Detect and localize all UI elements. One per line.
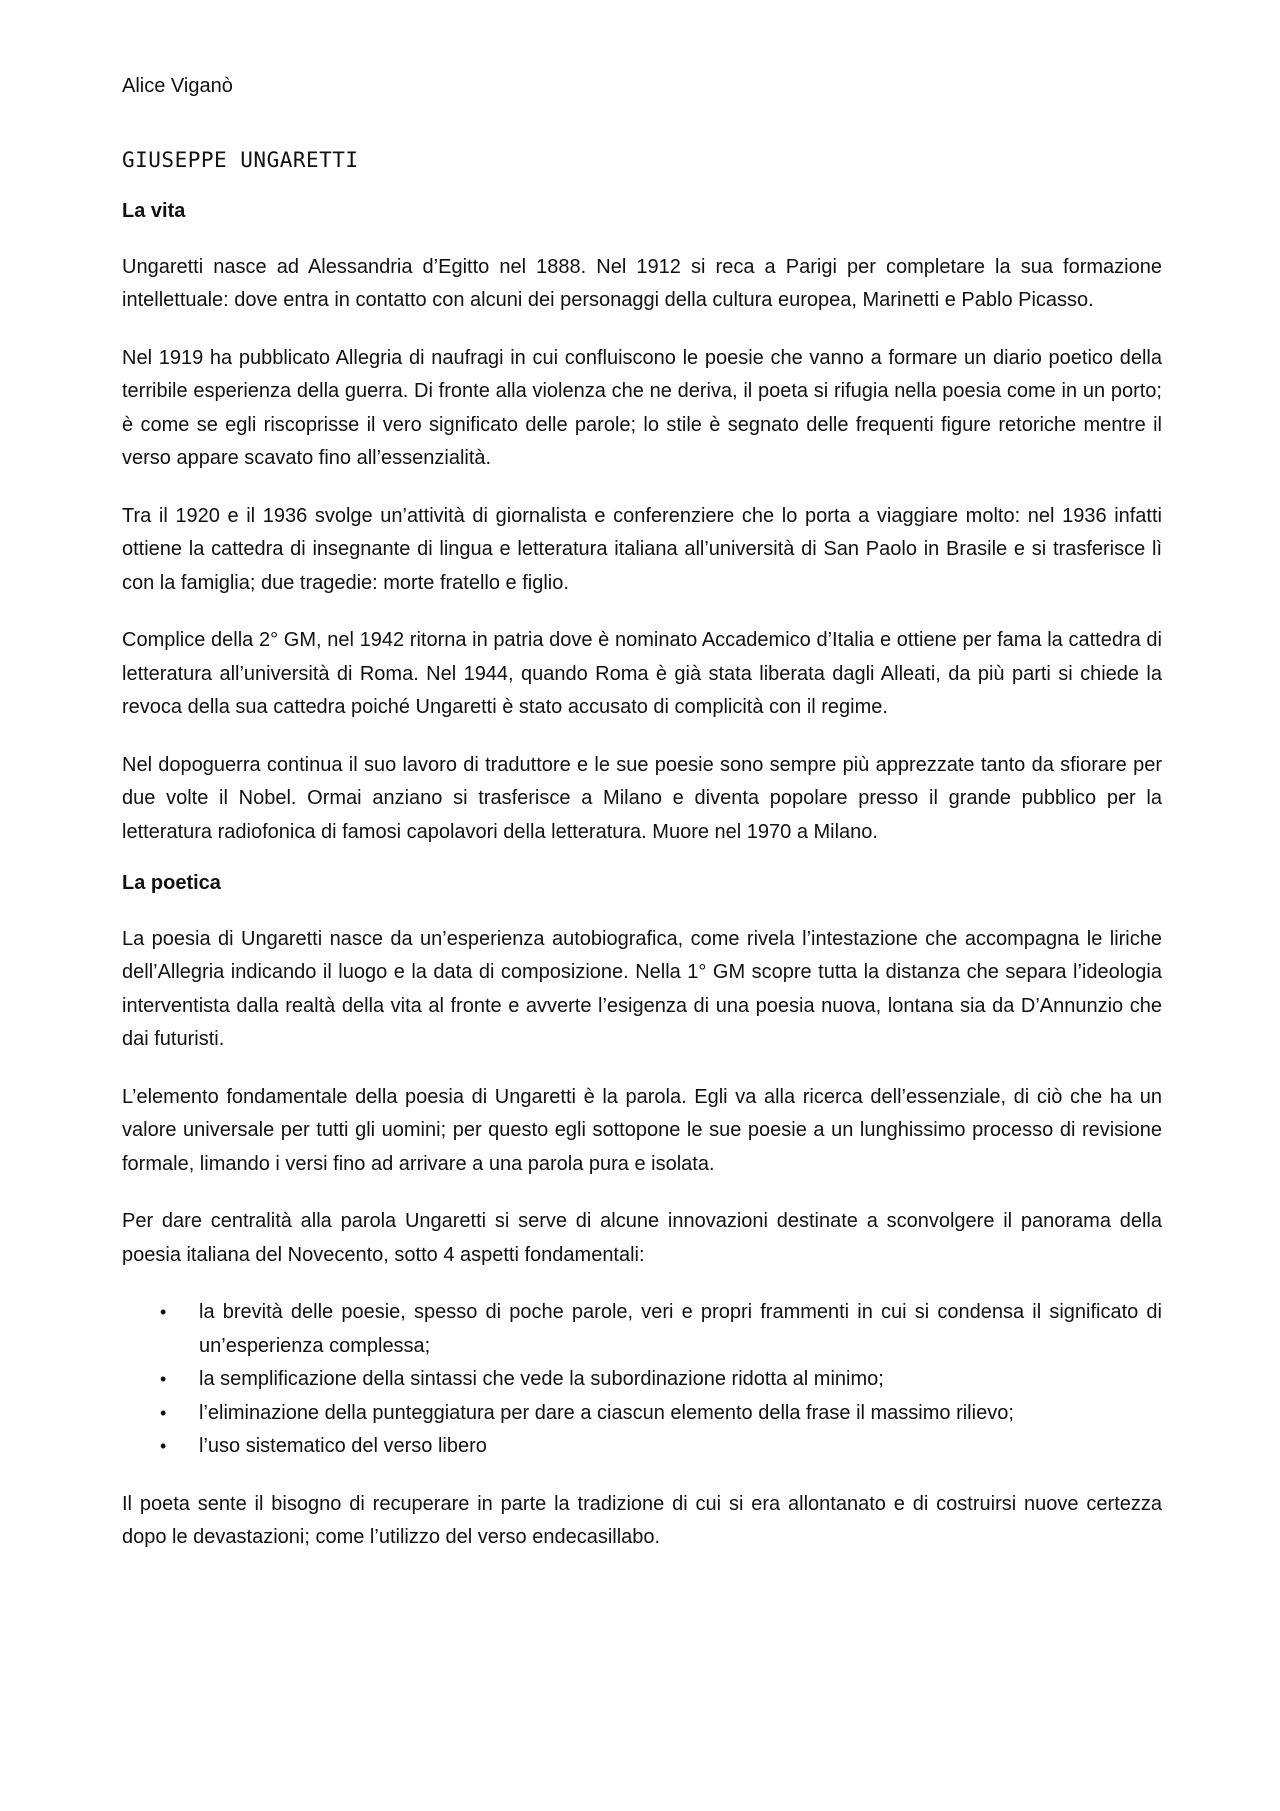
paragraph: La poesia di Ungaretti nasce da un’esperienza autobiografica, come rivela l’intestazione che accompagna le liriche dell’Allegria indicando il luogo e la data di composizione. Nella 1° GM scopre tutta la distanza che separa l’ideologia interventista dalla realtà della vita al fronte e avverte l’esigenza di una poesia nuova, lontana sia da D’Annunzio che dai futuristi. [122, 927, 1162, 1050]
section-heading-poetica: La poetica [122, 872, 221, 894]
list-item [122, 1363, 1162, 1397]
list-item [122, 1397, 1162, 1431]
list-item [122, 1430, 1162, 1464]
section-heading-vita: La vita [122, 200, 186, 222]
aspects-list [122, 1296, 1162, 1464]
paragraph: L’elemento fondamentale della poesia di Ungaretti è la parola. Egli va alla ricerca dell’essenziale, di ciò che ha un valore universale per tutti gli uomini; per questo egli sottopone le sue poesie a un lunghissimo processo di revisione formale, limando i versi fino ad arrivare a una parola pura e isolata. [122, 1085, 1162, 1175]
paragraph: Nel dopoguerra continua il suo lavoro di traduttore e le sue poesie sono sempre più apprezzate tanto da sfiorare per due volte il Nobel. Ormai anziano si trasferisce a Milano e diventa popolare presso il grande pubblico per la letteratura radiofonica di famosi capolavori della letteratura. Muore nel 1970 a Milano. [122, 753, 1162, 843]
author-name: Alice Viganò [122, 75, 233, 97]
bullet-icon: • [160, 1302, 167, 1322]
paragraph: Ungaretti nasce ad Alessandria d’Egitto nel 1888. Nel 1912 si reca a Parigi per completare la sua formazione intellettuale: dove entra in contatto con alcuni dei personaggi della cultura europea, Marinetti e Pablo Picasso. [122, 255, 1162, 311]
closing-paragraph: Il poeta sente il bisogno di recuperare in parte la tradizione di cui si era allontanato e di costruirsi nuove certezza dopo le devastazioni; come l’utilizzo del verso endecasillabo. [122, 1492, 1162, 1548]
paragraph: Complice della 2° GM, nel 1942 ritorna in patria dove è nominato Accademico d’Italia e ottiene per fama la cattedra di letteratura all’università di Roma. Nel 1944, quando Roma è già stata liberata dagli Alleati, da più parti si chiede la revoca della sua cattedra poiché Ungaretti è stato accusato di complicità con il regime. [122, 629, 1162, 718]
paragraph: Tra il 1920 e il 1936 svolge un’attività di giornalista e conferenziere che lo porta a viaggiare molto: nel 1936 infatti ottiene la cattedra di insegnante di lingua e letteratura italiana all’università di San Paolo in Brasile e si trasferisce lì con la famiglia; due tragedie: morte fratello e figlio. [122, 504, 1162, 594]
list-item-text: l’eliminazione della punteggiatura per dare a ciascun elemento della frase il massimo rilievo; [199, 1401, 1014, 1424]
bullet-icon: • [160, 1436, 167, 1456]
document-page [122, 70, 1162, 1555]
list-item-text: l’uso sistematico del verso libero [199, 1435, 487, 1457]
paragraph: Per dare centralità alla parola Ungaretti si serve di alcune innovazioni destinate a sconvolgere il panorama della poesia italiana del Novecento, sotto 4 aspetti fondamentali: [122, 1210, 1162, 1266]
list-item [122, 1296, 1162, 1363]
paragraph: Nel 1919 ha pubblicato Allegria di naufragi in cui confluiscono le poesie che vanno a formare un diario poetico della terribile esperienza della guerra. Di fronte alla violenza che ne deriva, il poeta si rifugia nella poesia come in un porto; è come se egli riscoprisse il vero significato delle parole; lo stile è segnato delle frequenti figure retoriche mentre il verso appare scavato fino all’essenzialità. [122, 346, 1162, 469]
list-item-text: la brevità delle poesie, spesso di poche parole, veri e propri frammenti in cui si condensa il significato di un’esperienza complessa; [199, 1301, 1162, 1357]
list-item-text: la semplificazione della sintassi che vede la subordinazione ridotta al minimo; [199, 1368, 884, 1390]
bullet-icon: • [160, 1402, 167, 1423]
document-title: GIUSEPPE UNGARETTI [122, 147, 359, 172]
bullet-icon: • [160, 1369, 167, 1389]
